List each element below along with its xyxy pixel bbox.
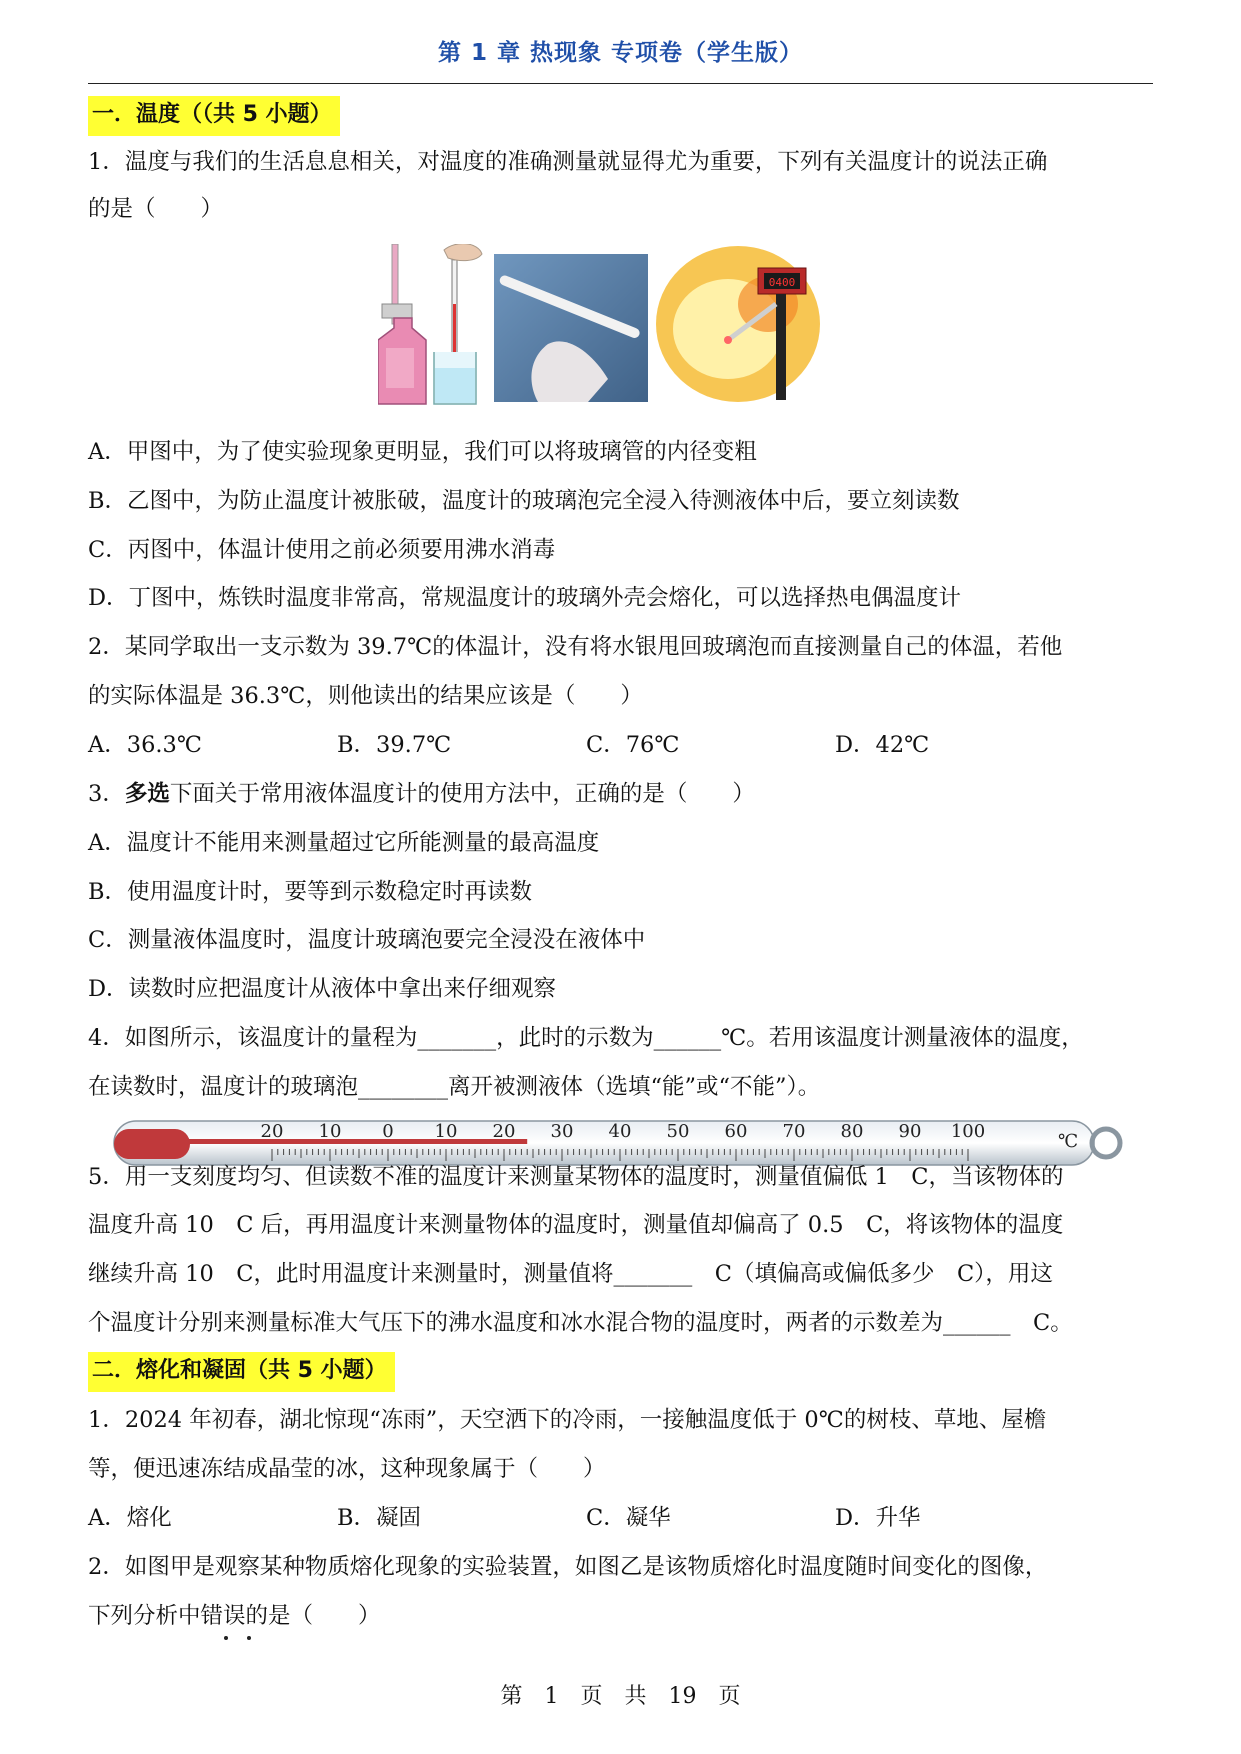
thermometer-unit: ℃ xyxy=(1058,1131,1079,1152)
q3-option-d: D．读数时应把温度计从液体中拿出来仔细观察 xyxy=(88,976,557,1002)
q3-stem-text: 下面关于常用液体温度计的使用方法中，正确的是（ ） xyxy=(169,781,755,807)
q5-stem-line3: 继续升高 10 C，此时用温度计来测量时，测量值将_______ C（填偏高或偏低多少 C），用这 xyxy=(88,1261,1053,1287)
scale-label: 60 xyxy=(724,1121,748,1142)
s2q1-option-c: C．凝华 xyxy=(586,1505,671,1531)
scale-label: 80 xyxy=(840,1121,864,1142)
q1-option-a: A．甲图中，为了使实验现象更明显，我们可以将玻璃管的内径变粗 xyxy=(88,439,757,465)
s2q1-option-a: A．熔化 xyxy=(88,1505,172,1531)
scale-label: 50 xyxy=(666,1121,690,1142)
q1-option-c: C．丙图中，体温计使用之前必须要用沸水消毒 xyxy=(88,537,556,563)
scale-label: 90 xyxy=(898,1121,922,1142)
q3-number: 3． xyxy=(88,781,125,807)
q3-multiselect-tag: 多选 xyxy=(124,781,170,807)
s2q1-option-d: D．升华 xyxy=(835,1505,921,1531)
scale-label: 20 xyxy=(492,1121,516,1142)
q2-option-d: D．42℃ xyxy=(835,732,930,758)
q3-option-c: C．测量液体温度时，温度计玻璃泡要完全浸没在液体中 xyxy=(88,927,646,953)
page-title: 第 1 章 热现象 专项卷（学生版） xyxy=(437,40,804,66)
q5-stem-line1: 5．用一支刻度均匀、但读数不准的温度计来测量某物体的温度时，测量值偏低 1 C，当该物体的 xyxy=(88,1164,1064,1190)
q1-stem-line2: 的是（ ） xyxy=(88,196,224,222)
emphasis-dot xyxy=(247,1636,251,1640)
q2-option-a: A．36.3℃ xyxy=(88,732,203,758)
q5-stem-line2: 温度升高 10 C 后，再用温度计来测量物体的温度时，测量值却偏高了 0.5 C，将该物体的温度 xyxy=(88,1212,1064,1238)
s2q2-stem-line1: 2．如图甲是观察某种物质熔化现象的实验装置，如图乙是该物质熔化时温度随时间变化的图像， xyxy=(88,1554,1048,1580)
q5-stem-line4: 个温度计分别来测量标准大气压下的沸水温度和冰水混合物的温度时，两者的示数差为______ C。 xyxy=(88,1310,1073,1336)
q2-option-c: C．76℃ xyxy=(586,732,680,758)
scale-label: 70 xyxy=(782,1121,806,1142)
q3-option-b: B．使用温度计时，要等到示数稳定时再读数 xyxy=(88,879,533,905)
q3-option-a: A．温度计不能用来测量超过它所能测量的最高温度 xyxy=(88,830,600,856)
s2q1-option-b: B．凝固 xyxy=(337,1505,422,1531)
q2-stem-line1: 2．某同学取出一支示数为 39.7℃的体温计，没有将水银甩回玻璃泡而直接测量自己的体温，若他 xyxy=(88,634,1063,660)
thermometer-liquid-column xyxy=(178,1139,527,1144)
figure-yi-thermometer-beaker xyxy=(434,244,482,404)
s2q1-stem-line2: 等，便迅速冻结成晶莹的冰，这种现象属于（ ） xyxy=(88,1456,606,1482)
q2-stem-line2: 的实际体温是 36.3℃，则他读出的结果应该是（ ） xyxy=(88,683,643,709)
scale-label: 0 xyxy=(382,1121,394,1142)
figure-bing-clinical-thermometer xyxy=(494,254,648,402)
q1-stem-line1: 1．温度与我们的生活息息相关，对温度的准确测量就显得尤为重要，下列有关温度计的说法正确 xyxy=(88,149,1048,175)
q1-option-b: B．乙图中，为防止温度计被胀破，温度计的玻璃泡完全浸入待测液体中后，要立刻读数 xyxy=(88,488,960,514)
q4-stem-line2: 在读数时，温度计的玻璃泡________离开被测液体（选填“能”或“不能”）。 xyxy=(88,1074,821,1100)
scale-label: 20 xyxy=(260,1121,284,1142)
q1-option-d: D．丁图中，炼铁时温度非常高，常规温度计的玻璃外壳会熔化，可以选择热电偶温度计 xyxy=(88,585,962,611)
thermometer-ring xyxy=(1092,1129,1120,1157)
q1-figures xyxy=(378,244,858,412)
q3-stem xyxy=(88,779,755,809)
q2-option-b: B．39.7℃ xyxy=(337,732,452,758)
q1-figure-row xyxy=(378,244,858,416)
section-heading-melting: 二．熔化和凝固（共 5 小题） xyxy=(88,1352,395,1392)
emphasis-dot xyxy=(224,1636,228,1640)
scale-label: 40 xyxy=(608,1121,632,1142)
scale-label: 30 xyxy=(550,1121,574,1142)
s2q2-stem-line2: 下列分析中错误的是（ ） xyxy=(88,1603,381,1629)
s2q1-stem-line1: 1．2024 年初春，湖北惊现“冻雨”，天空洒下的冷雨，一接触温度低于 0℃的树枝、草地、屋檐 xyxy=(88,1407,1047,1433)
digital-readout: 0400 xyxy=(768,276,796,289)
q4-stem-line1: 4．如图所示，该温度计的量程为_______，此时的示数为______℃。若用该温度计测量液体的温度， xyxy=(88,1025,1084,1051)
page-footer: 第 1 页 共 19 页 xyxy=(500,1684,741,1709)
figure-jia-flask xyxy=(378,244,426,404)
scale-label: 10 xyxy=(434,1121,458,1142)
scale-label: 10 xyxy=(318,1121,342,1142)
scale-label: 100 xyxy=(950,1121,986,1142)
figure-ding-thermocouple xyxy=(656,246,820,402)
header-divider xyxy=(88,83,1153,84)
section-heading-temperature: 一．温度（（共 5 小题） xyxy=(88,96,340,136)
